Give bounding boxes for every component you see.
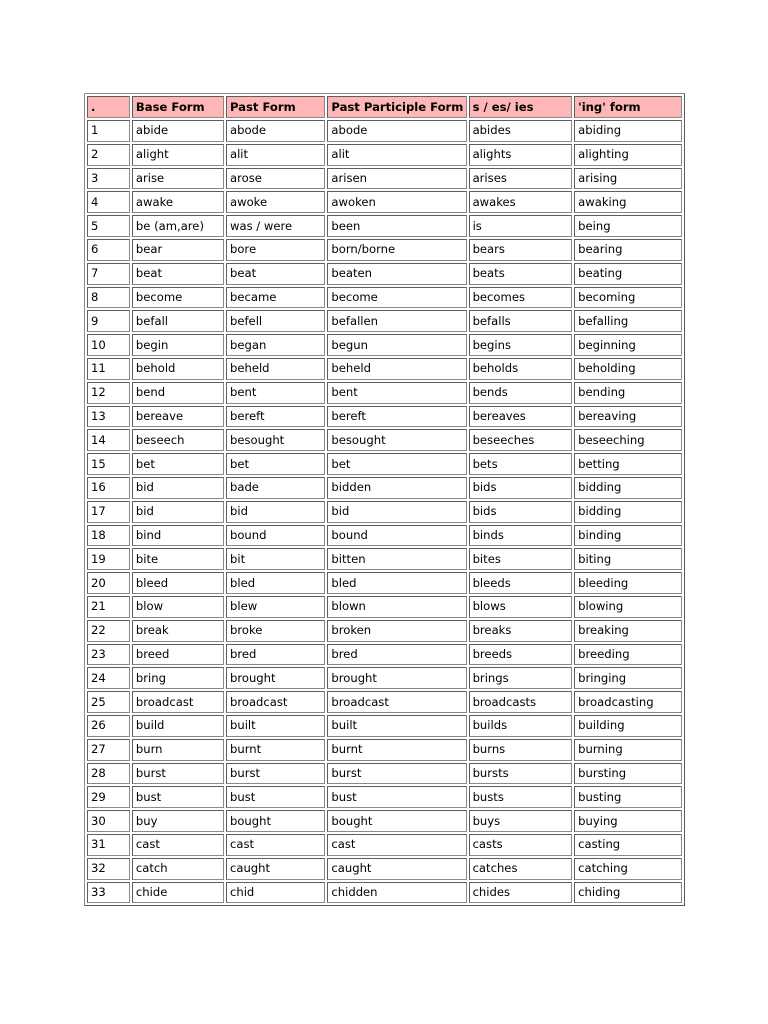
- cell-base-form: catch: [132, 858, 224, 880]
- cell-number: 25: [87, 691, 130, 713]
- cell-ing-form: befalling: [574, 310, 682, 332]
- cell-ing-form: beginning: [574, 334, 682, 356]
- cell-base-form: bring: [132, 667, 224, 689]
- cell-past-form: burst: [226, 763, 325, 785]
- cell-past-participle: bid: [327, 501, 466, 523]
- cell-s-es-ies: bids: [469, 477, 573, 499]
- cell-number: 33: [87, 882, 130, 904]
- table-body: [87, 120, 682, 903]
- cell-s-es-ies: beats: [469, 263, 573, 285]
- cell-s-es-ies: chides: [469, 882, 573, 904]
- cell-past-participle: begun: [327, 334, 466, 356]
- cell-past-participle: been: [327, 215, 466, 237]
- table-row: [87, 501, 682, 523]
- cell-ing-form: bending: [574, 382, 682, 404]
- cell-ing-form: being: [574, 215, 682, 237]
- cell-s-es-ies: broadcasts: [469, 691, 573, 713]
- cell-past-form: blew: [226, 596, 325, 618]
- cell-ing-form: becoming: [574, 287, 682, 309]
- cell-past-form: beheld: [226, 358, 325, 380]
- table-row: [87, 477, 682, 499]
- cell-number: 7: [87, 263, 130, 285]
- cell-s-es-ies: beholds: [469, 358, 573, 380]
- cell-number: 29: [87, 786, 130, 808]
- cell-s-es-ies: abides: [469, 120, 573, 142]
- cell-number: 5: [87, 215, 130, 237]
- cell-past-form: befell: [226, 310, 325, 332]
- cell-base-form: beat: [132, 263, 224, 285]
- cell-base-form: become: [132, 287, 224, 309]
- cell-s-es-ies: bursts: [469, 763, 573, 785]
- cell-ing-form: buying: [574, 810, 682, 832]
- cell-past-participle: built: [327, 715, 466, 737]
- cell-past-participle: beaten: [327, 263, 466, 285]
- table-row: [87, 168, 682, 190]
- cell-past-form: burnt: [226, 739, 325, 761]
- header-cell-past-participle: Past Participle Form: [327, 96, 466, 118]
- table-row: [87, 810, 682, 832]
- table-row: [87, 858, 682, 880]
- cell-ing-form: building: [574, 715, 682, 737]
- cell-base-form: befall: [132, 310, 224, 332]
- cell-past-participle: beheld: [327, 358, 466, 380]
- cell-past-form: besought: [226, 429, 325, 451]
- cell-number: 4: [87, 191, 130, 213]
- cell-ing-form: broadcasting: [574, 691, 682, 713]
- cell-s-es-ies: builds: [469, 715, 573, 737]
- table-row: [87, 406, 682, 428]
- cell-ing-form: breaking: [574, 620, 682, 642]
- table-row: [87, 239, 682, 261]
- cell-ing-form: abiding: [574, 120, 682, 142]
- cell-s-es-ies: becomes: [469, 287, 573, 309]
- cell-s-es-ies: is: [469, 215, 573, 237]
- cell-past-form: bust: [226, 786, 325, 808]
- cell-s-es-ies: bleeds: [469, 572, 573, 594]
- cell-past-form: bent: [226, 382, 325, 404]
- cell-base-form: beseech: [132, 429, 224, 451]
- cell-base-form: bid: [132, 501, 224, 523]
- cell-past-participle: bred: [327, 644, 466, 666]
- table-row: [87, 191, 682, 213]
- cell-ing-form: bearing: [574, 239, 682, 261]
- cell-ing-form: burning: [574, 739, 682, 761]
- cell-past-form: bound: [226, 525, 325, 547]
- cell-past-participle: besought: [327, 429, 466, 451]
- cell-s-es-ies: bears: [469, 239, 573, 261]
- cell-ing-form: arising: [574, 168, 682, 190]
- table-row: [87, 429, 682, 451]
- cell-number: 15: [87, 453, 130, 475]
- cell-past-participle: bled: [327, 572, 466, 594]
- cell-past-participle: born/borne: [327, 239, 466, 261]
- cell-number: 22: [87, 620, 130, 642]
- cell-base-form: bend: [132, 382, 224, 404]
- table-row: [87, 358, 682, 380]
- table-row: [87, 739, 682, 761]
- header-row: [87, 96, 682, 118]
- cell-past-participle: broken: [327, 620, 466, 642]
- cell-number: 32: [87, 858, 130, 880]
- cell-base-form: bleed: [132, 572, 224, 594]
- table-row: [87, 453, 682, 475]
- cell-base-form: be (am,are): [132, 215, 224, 237]
- cell-s-es-ies: arises: [469, 168, 573, 190]
- cell-number: 23: [87, 644, 130, 666]
- cell-past-participle: bought: [327, 810, 466, 832]
- cell-past-form: bought: [226, 810, 325, 832]
- cell-ing-form: blowing: [574, 596, 682, 618]
- cell-number: 17: [87, 501, 130, 523]
- cell-past-form: caught: [226, 858, 325, 880]
- cell-base-form: burn: [132, 739, 224, 761]
- cell-past-form: brought: [226, 667, 325, 689]
- cell-base-form: begin: [132, 334, 224, 356]
- cell-ing-form: catching: [574, 858, 682, 880]
- cell-past-form: awoke: [226, 191, 325, 213]
- cell-s-es-ies: begins: [469, 334, 573, 356]
- cell-base-form: broadcast: [132, 691, 224, 713]
- cell-past-form: abode: [226, 120, 325, 142]
- table-row: [87, 667, 682, 689]
- cell-number: 18: [87, 525, 130, 547]
- cell-past-participle: bitten: [327, 548, 466, 570]
- cell-s-es-ies: bets: [469, 453, 573, 475]
- cell-number: 31: [87, 834, 130, 856]
- cell-s-es-ies: busts: [469, 786, 573, 808]
- cell-past-participle: arisen: [327, 168, 466, 190]
- cell-number: 10: [87, 334, 130, 356]
- cell-s-es-ies: buys: [469, 810, 573, 832]
- cell-s-es-ies: awakes: [469, 191, 573, 213]
- cell-base-form: bite: [132, 548, 224, 570]
- table-row: [87, 834, 682, 856]
- cell-past-form: bade: [226, 477, 325, 499]
- cell-past-participle: bidden: [327, 477, 466, 499]
- cell-past-form: bit: [226, 548, 325, 570]
- cell-base-form: behold: [132, 358, 224, 380]
- cell-past-form: began: [226, 334, 325, 356]
- cell-number: 14: [87, 429, 130, 451]
- cell-ing-form: busting: [574, 786, 682, 808]
- cell-base-form: alight: [132, 144, 224, 166]
- cell-s-es-ies: brings: [469, 667, 573, 689]
- cell-number: 9: [87, 310, 130, 332]
- cell-past-participle: cast: [327, 834, 466, 856]
- table-row: [87, 644, 682, 666]
- table-row: [87, 882, 682, 904]
- table-row: [87, 525, 682, 547]
- cell-base-form: build: [132, 715, 224, 737]
- cell-base-form: arise: [132, 168, 224, 190]
- header-cell-past-form: Past Form: [226, 96, 325, 118]
- table-row: [87, 715, 682, 737]
- cell-past-form: was / were: [226, 215, 325, 237]
- cell-past-participle: bet: [327, 453, 466, 475]
- cell-past-form: bid: [226, 501, 325, 523]
- cell-past-participle: burst: [327, 763, 466, 785]
- table-row: [87, 334, 682, 356]
- table-header: [87, 96, 682, 118]
- cell-ing-form: beholding: [574, 358, 682, 380]
- cell-ing-form: breeding: [574, 644, 682, 666]
- cell-past-form: bred: [226, 644, 325, 666]
- cell-number: 6: [87, 239, 130, 261]
- cell-ing-form: biting: [574, 548, 682, 570]
- table-row: [87, 572, 682, 594]
- table-row: [87, 691, 682, 713]
- cell-number: 3: [87, 168, 130, 190]
- cell-past-participle: awoken: [327, 191, 466, 213]
- cell-past-form: built: [226, 715, 325, 737]
- cell-base-form: bet: [132, 453, 224, 475]
- cell-s-es-ies: burns: [469, 739, 573, 761]
- cell-past-participle: burnt: [327, 739, 466, 761]
- cell-past-participle: bereft: [327, 406, 466, 428]
- cell-number: 28: [87, 763, 130, 785]
- cell-past-form: alit: [226, 144, 325, 166]
- cell-past-form: broke: [226, 620, 325, 642]
- cell-number: 11: [87, 358, 130, 380]
- cell-base-form: bear: [132, 239, 224, 261]
- table-row: [87, 382, 682, 404]
- cell-past-form: bore: [226, 239, 325, 261]
- cell-past-form: beat: [226, 263, 325, 285]
- table-row: [87, 144, 682, 166]
- cell-s-es-ies: befalls: [469, 310, 573, 332]
- table-row: [87, 310, 682, 332]
- cell-ing-form: bereaving: [574, 406, 682, 428]
- cell-base-form: awake: [132, 191, 224, 213]
- cell-base-form: blow: [132, 596, 224, 618]
- cell-base-form: breed: [132, 644, 224, 666]
- cell-past-participle: broadcast: [327, 691, 466, 713]
- cell-number: 13: [87, 406, 130, 428]
- header-cell-ing-form: 'ing' form: [574, 96, 682, 118]
- cell-number: 20: [87, 572, 130, 594]
- cell-number: 21: [87, 596, 130, 618]
- cell-ing-form: bursting: [574, 763, 682, 785]
- cell-base-form: bid: [132, 477, 224, 499]
- cell-past-participle: become: [327, 287, 466, 309]
- cell-base-form: cast: [132, 834, 224, 856]
- cell-past-form: arose: [226, 168, 325, 190]
- cell-ing-form: bidding: [574, 477, 682, 499]
- cell-s-es-ies: bids: [469, 501, 573, 523]
- cell-s-es-ies: bends: [469, 382, 573, 404]
- cell-ing-form: betting: [574, 453, 682, 475]
- table-row: [87, 548, 682, 570]
- cell-base-form: bind: [132, 525, 224, 547]
- cell-s-es-ies: beseeches: [469, 429, 573, 451]
- cell-past-participle: bust: [327, 786, 466, 808]
- cell-ing-form: alighting: [574, 144, 682, 166]
- cell-number: 24: [87, 667, 130, 689]
- cell-past-form: broadcast: [226, 691, 325, 713]
- cell-base-form: break: [132, 620, 224, 642]
- cell-s-es-ies: bites: [469, 548, 573, 570]
- cell-ing-form: casting: [574, 834, 682, 856]
- cell-past-form: bled: [226, 572, 325, 594]
- cell-number: 12: [87, 382, 130, 404]
- cell-s-es-ies: breeds: [469, 644, 573, 666]
- table-row: [87, 287, 682, 309]
- cell-base-form: burst: [132, 763, 224, 785]
- cell-ing-form: awaking: [574, 191, 682, 213]
- cell-number: 8: [87, 287, 130, 309]
- cell-past-form: became: [226, 287, 325, 309]
- cell-ing-form: bidding: [574, 501, 682, 523]
- cell-past-participle: caught: [327, 858, 466, 880]
- table-row: [87, 620, 682, 642]
- cell-past-form: cast: [226, 834, 325, 856]
- cell-base-form: buy: [132, 810, 224, 832]
- cell-s-es-ies: bereaves: [469, 406, 573, 428]
- cell-ing-form: beating: [574, 263, 682, 285]
- table-row: [87, 263, 682, 285]
- cell-past-participle: alit: [327, 144, 466, 166]
- cell-past-participle: blown: [327, 596, 466, 618]
- cell-number: 26: [87, 715, 130, 737]
- cell-past-participle: abode: [327, 120, 466, 142]
- cell-past-form: bereft: [226, 406, 325, 428]
- table-row: [87, 215, 682, 237]
- cell-number: 16: [87, 477, 130, 499]
- cell-s-es-ies: catches: [469, 858, 573, 880]
- cell-past-form: chid: [226, 882, 325, 904]
- cell-number: 1: [87, 120, 130, 142]
- table-row: [87, 763, 682, 785]
- cell-ing-form: bleeding: [574, 572, 682, 594]
- cell-s-es-ies: breaks: [469, 620, 573, 642]
- cell-s-es-ies: binds: [469, 525, 573, 547]
- table-row: [87, 786, 682, 808]
- cell-base-form: chide: [132, 882, 224, 904]
- cell-past-participle: brought: [327, 667, 466, 689]
- cell-number: 19: [87, 548, 130, 570]
- cell-s-es-ies: blows: [469, 596, 573, 618]
- cell-number: 2: [87, 144, 130, 166]
- cell-past-participle: befallen: [327, 310, 466, 332]
- cell-past-form: bet: [226, 453, 325, 475]
- table-row: [87, 120, 682, 142]
- cell-past-participle: bent: [327, 382, 466, 404]
- cell-base-form: abide: [132, 120, 224, 142]
- cell-base-form: bust: [132, 786, 224, 808]
- cell-ing-form: bringing: [574, 667, 682, 689]
- header-cell-base-form: Base Form: [132, 96, 224, 118]
- cell-ing-form: beseeching: [574, 429, 682, 451]
- cell-base-form: bereave: [132, 406, 224, 428]
- cell-ing-form: chiding: [574, 882, 682, 904]
- cell-past-participle: bound: [327, 525, 466, 547]
- cell-s-es-ies: alights: [469, 144, 573, 166]
- table-row: [87, 596, 682, 618]
- cell-s-es-ies: casts: [469, 834, 573, 856]
- cell-ing-form: binding: [574, 525, 682, 547]
- cell-number: 27: [87, 739, 130, 761]
- cell-past-participle: chidden: [327, 882, 466, 904]
- header-cell-s-es-ies: s / es/ ies: [469, 96, 573, 118]
- cell-number: 30: [87, 810, 130, 832]
- header-cell-number: .: [87, 96, 130, 118]
- verb-forms-table: [84, 93, 685, 906]
